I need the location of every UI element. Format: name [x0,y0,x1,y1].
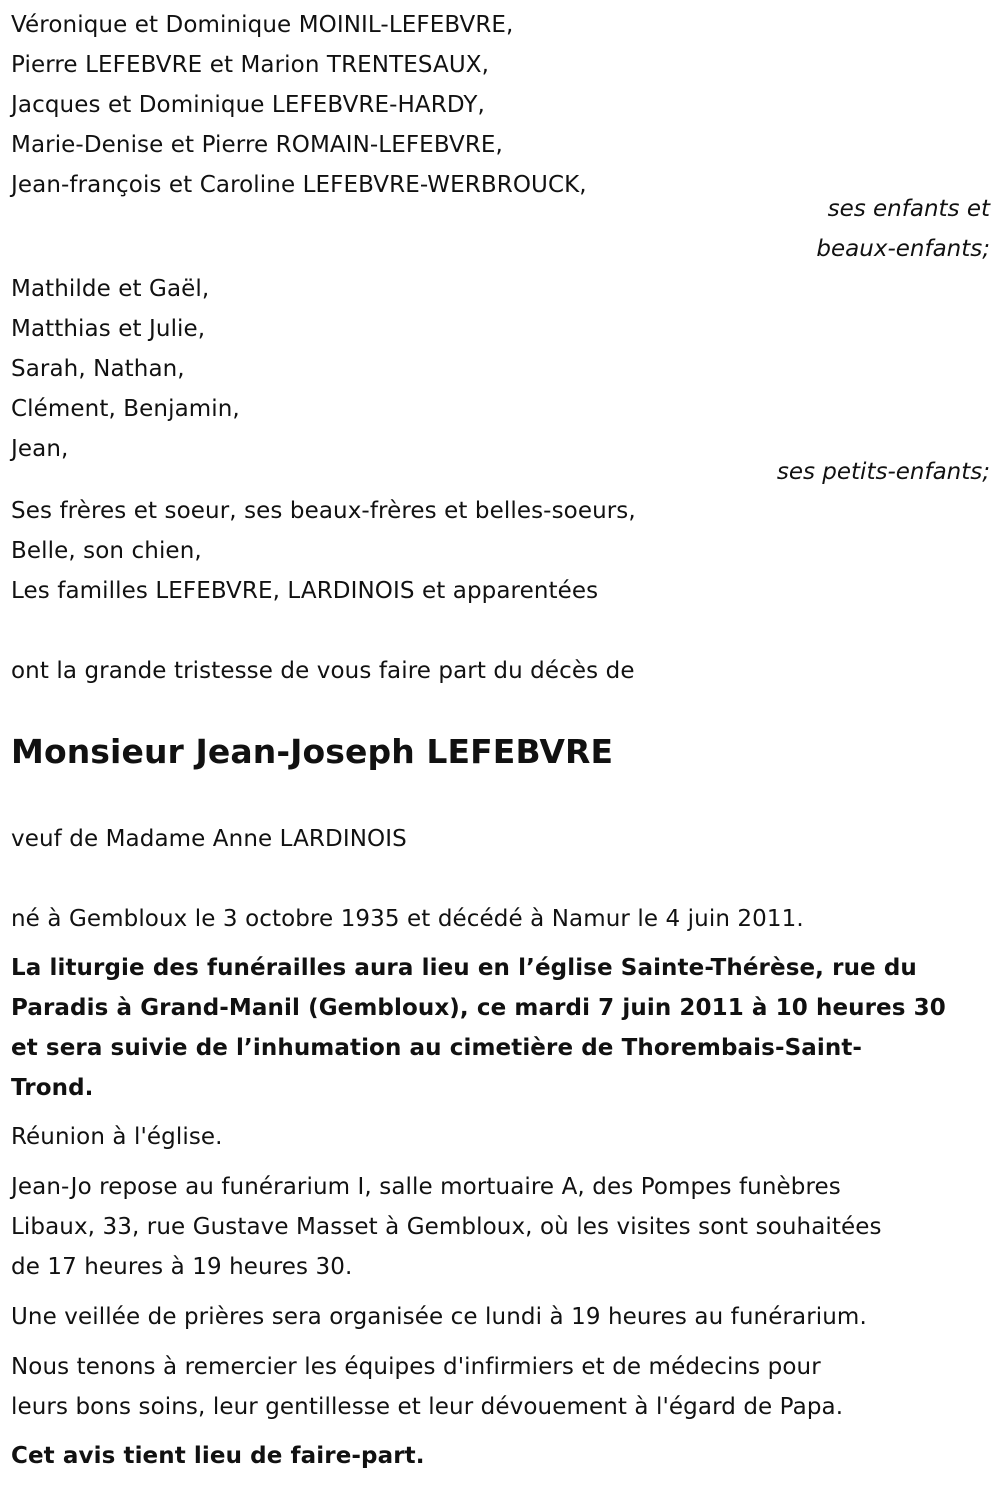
widower-of: veuf de Madame Anne LARDINOIS [11,826,407,852]
relative-line: Belle, son chien, [11,538,202,564]
relative-line: Les familles LEFEBVRE, LARDINOIS et apparentées [11,578,599,604]
liturgy-line: Paradis à Grand-Manil (Gembloux), ce mardi 7 juin 2011 à 10 heures 30 [11,995,946,1021]
grandchildren-relation: ses petits-enfants; [776,459,990,485]
deceased-name: Monsieur Jean-Joseph LEFEBVRE [11,732,614,771]
grandchild-line: Sarah, Nathan, [11,356,185,382]
meeting-text: Réunion à l'église. [11,1124,223,1150]
grandchild-line: Jean, [11,436,69,462]
closing-note: Cet avis tient lieu de faire-part. [11,1443,425,1469]
birth-death-dates: né à Gembloux le 3 octobre 1935 et décédé à Namur le 4 juin 2011. [11,906,804,932]
rest-line: de 17 heures à 19 heures 30. [11,1254,353,1280]
child-line: Jean-françois et Caroline LEFEBVRE-WERBROUCK, [11,172,587,198]
grandchild-line: Clément, Benjamin, [11,396,240,422]
child-line: Pierre LEFEBVRE et Marion TRENTESAUX, [11,52,490,78]
liturgy-line: et sera suivie de l’inhumation au cimetière de Thorembais-Saint- [11,1035,863,1061]
grandchild-line: Matthias et Julie, [11,316,206,342]
rest-line: Libaux, 33, rue Gustave Masset à Gembloux, où les visites sont souhaitées [11,1214,882,1240]
liturgy-line: La liturgie des funérailles aura lieu en l’église Sainte-Thérèse, rue du [11,955,917,981]
thanks-line: leurs bons soins, leur gentillesse et leur dévouement à l'égard de Papa. [11,1394,844,1420]
relative-line: Ses frères et soeur, ses beaux-frères et belles-soeurs, [11,498,636,524]
child-line: Véronique et Dominique MOINIL-LEFEBVRE, [11,12,514,38]
vigil-text: Une veillée de prières sera organisée ce lundi à 19 heures au funérarium. [11,1304,867,1330]
thanks-line: Nous tenons à remercier les équipes d'infirmiers et de médecins pour [11,1354,821,1380]
child-line: Jacques et Dominique LEFEBVRE-HARDY, [11,92,485,118]
children-relation: ses enfants et [827,196,990,222]
grandchild-line: Mathilde et Gaël, [11,276,210,302]
announcement-text: ont la grande tristesse de vous faire part du décès de [11,658,635,684]
child-line: Marie-Denise et Pierre ROMAIN-LEFEBVRE, [11,132,503,158]
rest-line: Jean-Jo repose au funérarium I, salle mortuaire A, des Pompes funèbres [11,1174,841,1200]
liturgy-line: Trond. [11,1075,94,1101]
children-relation: beaux-enfants; [816,236,990,262]
